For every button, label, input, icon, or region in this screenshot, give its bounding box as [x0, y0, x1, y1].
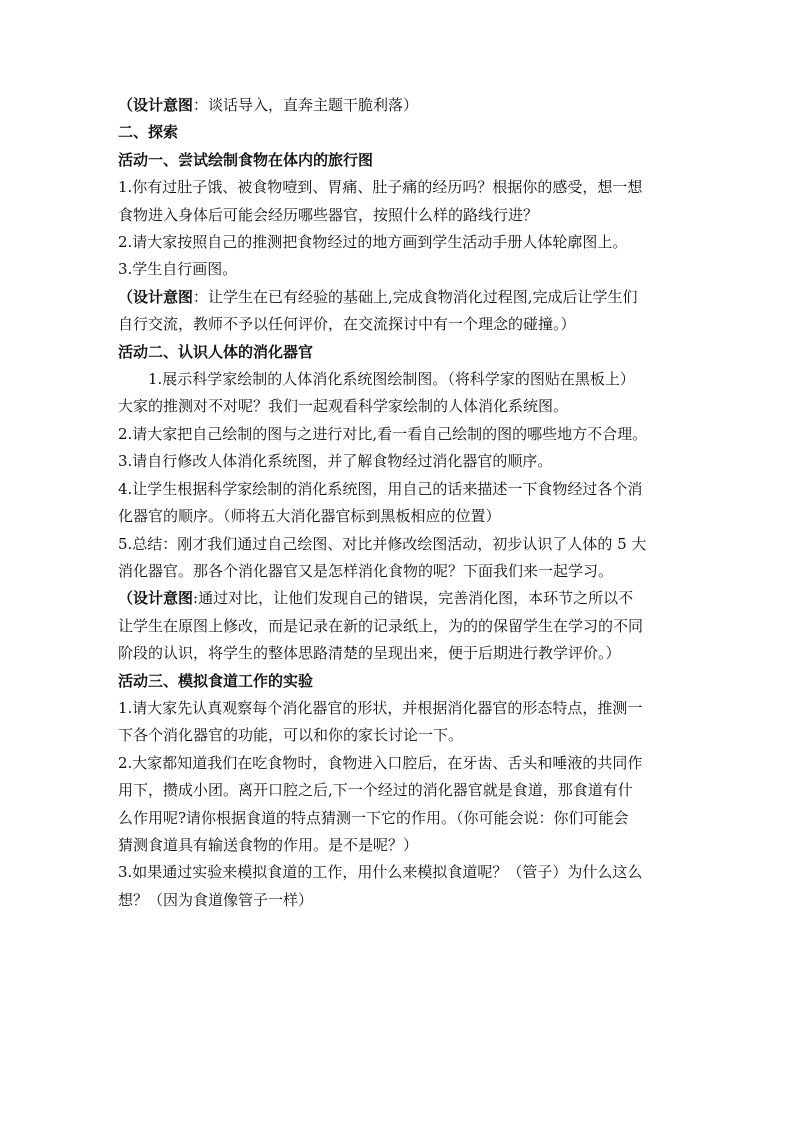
paragraph-line: 么作用呢?请你根据食道的特点猜测一下它的作用。（你可能会说：你们可能会 — [118, 808, 629, 827]
paragraph-line: 4.让学生根据科学家绘制的消化系统图，用自己的话来描述一下食物经过各个消 — [118, 479, 643, 498]
paragraph-line: 让学生在原图上修改，而是记录在新的记录纸上，为的的保留学生在学习的不同 — [118, 616, 644, 635]
design-intent-label: （设计意图 — [118, 96, 194, 114]
section-heading-explore: 二、探索 — [118, 123, 179, 142]
paragraph-line: 消化器官。那各个消化器官又是怎样消化食物的呢？下面我们来一起学习。 — [118, 561, 614, 580]
paragraph-line: 2.大家都知道我们在吃食物时，食物进入口腔后，在牙齿、舌头和唾液的共同作 — [118, 753, 643, 772]
paragraph-line: 3.请自行修改人体消化系统图，并了解食物经过消化器官的顺序。 — [118, 452, 553, 471]
paragraph-line: 用下，攒成小团。离开口腔之后,下一个经过的消化器官就是食道，那食道有什 — [118, 781, 633, 800]
paragraph-line: 1.展示科学家绘制的人体消化系统图绘制图。（将科学家的图贴在黑板上） — [148, 370, 635, 389]
design-intent-label: （设计意图 — [118, 287, 194, 306]
paragraph-line: 3.学生自行画图。 — [118, 260, 238, 279]
paragraph-line: 想？（因为食道像管子一样） — [118, 890, 314, 909]
paragraph-line: 大家的推测对不对呢？我们一起观看科学家绘制的人体消化系统图。 — [118, 397, 569, 416]
paragraph-line: 2.请大家按照自己的推测把食物经过的地方画到学生活动手册人体轮廓图上。 — [118, 233, 628, 252]
activity-1-heading: 活动一、尝试绘制食物在体内的旅行图 — [118, 150, 374, 169]
paragraph-line: 食物进入身体后可能会经历哪些器官，按照什么样的路线行进？ — [118, 205, 539, 224]
design-intent-text: ：让学生在已有经验的基础上,完成食物消化过程图,完成后让学生们 — [193, 287, 638, 306]
design-intent-text: :通过对比，让他们发现自己的错误，完善消化图，本环节之所以不 — [193, 589, 634, 608]
activity-2-heading: 活动二、认识人体的消化器官 — [118, 342, 314, 361]
paragraph-line: 猜测食道具有输送食物的作用。是不是呢？） — [118, 835, 419, 854]
paragraph-line: 1.你有过肚子饿、被食物噎到、胃痛、肚子痛的经历吗？根据你的感受，想一想 — [118, 178, 643, 197]
design-intent-label: （设计意图 — [118, 589, 194, 608]
paragraph-line: 2.请大家把自己绘制的图与之进行对比,看一看自己绘制的图的哪些地方不合理。 — [118, 424, 648, 443]
paragraph-line: 3.如果通过实验来模拟食道的工作，用什么来模拟食道呢？（管子）为什么这么 — [118, 863, 643, 882]
design-intent-text: ：谈话导入，直奔主题干脆利落） — [193, 96, 419, 114]
paragraph-line: 5.总结：刚才我们通过自己绘图、对比并修改绘图活动，初步认识了人体的 5 大 — [118, 534, 647, 553]
design-intent-note — [118, 284, 684, 311]
design-intent-note — [118, 585, 684, 612]
paragraph-line: 阶段的认识，将学生的整体思路清楚的呈现出来，便于后期进行教学评价。） — [118, 644, 621, 663]
design-intent-note — [118, 92, 684, 119]
paragraph-line: 1.请大家先认真观察每个消化器官的形状，并根据消化器官的形态特点，推测一 — [118, 698, 643, 717]
paragraph-line: 下各个消化器官的功能，可以和你的家长讨论一下。 — [118, 726, 464, 745]
paragraph-line: 化器官的顺序。（师将五大消化器官标到黑板相应的位置） — [118, 507, 501, 526]
document-body — [118, 92, 684, 914]
paragraph-line: 自行交流，教师不予以任何评价，在交流探讨中有一个理念的碰撞。） — [118, 315, 576, 334]
activity-3-heading: 活动三、模拟食道工作的实验 — [118, 671, 314, 690]
